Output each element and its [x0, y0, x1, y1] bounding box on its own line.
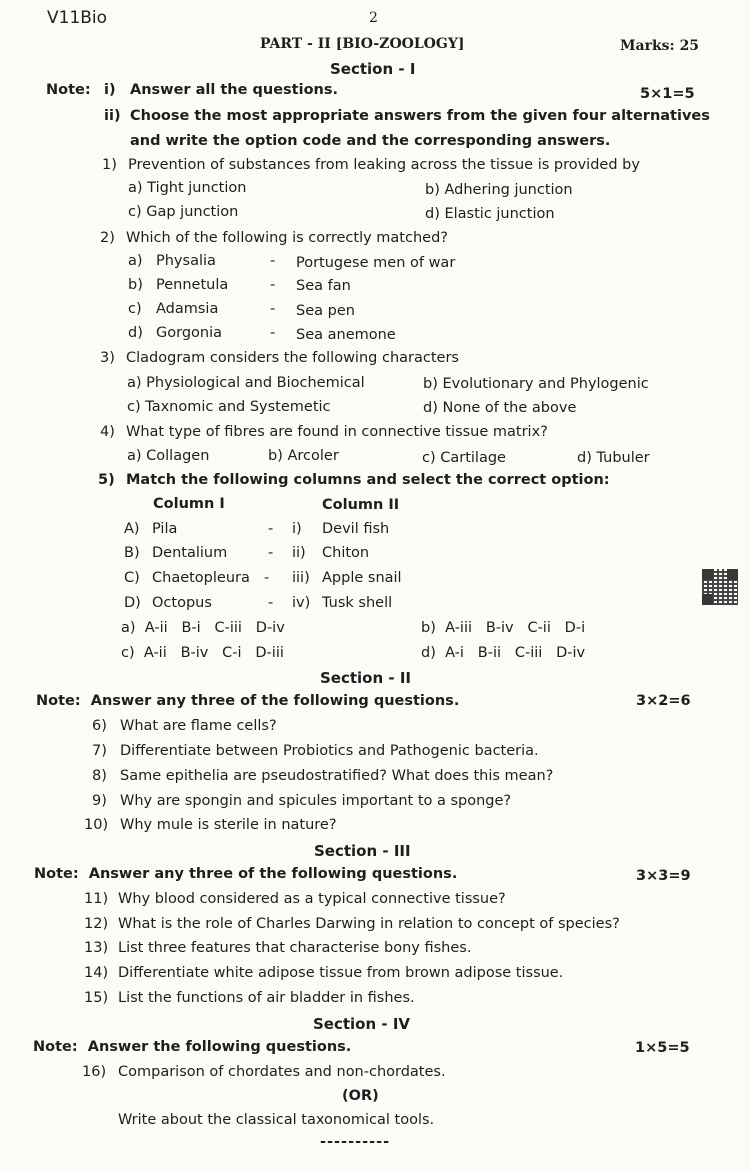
- q4-text: What type of fibres are found in connective tissue matrix?: [126, 424, 548, 440]
- q2-row-dash: -: [270, 253, 276, 269]
- q5-row-dash: -: [268, 521, 274, 537]
- q2-row-opt: b): [128, 277, 143, 293]
- q5-row-left: Chaetopleura: [152, 570, 250, 586]
- note-1-number: i): [104, 82, 116, 98]
- q14-number: 14): [84, 965, 109, 981]
- q12-text: What is the role of Charles Darwing in relation to concept of species?: [118, 916, 620, 932]
- q15-text: List the functions of air bladder in fishes.: [118, 990, 415, 1006]
- q5-number: 5): [98, 472, 115, 488]
- q5-row-roman: i): [292, 521, 302, 537]
- q3-text: Cladogram considers the following characters: [126, 350, 459, 366]
- q9-text: Why are spongin and spicules important to a sponge?: [120, 793, 512, 809]
- q5-row-letter: B): [124, 545, 140, 561]
- note-1-text: Answer all the questions.: [130, 82, 339, 98]
- q16-alternative: Write about the classical taxonomical tools.: [118, 1112, 435, 1128]
- q1-option-c: c) Gap junction: [128, 204, 239, 220]
- q5-option-c: c) A-ii B-iv C-i D-iii: [121, 645, 284, 661]
- q2-row-dash: -: [270, 325, 276, 341]
- section-1-title: Section - I: [330, 60, 416, 78]
- q6-text: What are flame cells?: [120, 718, 277, 734]
- q1-option-d: d) Elastic junction: [425, 206, 555, 222]
- page-number: 2: [369, 10, 378, 26]
- q2-row-opt: d): [128, 325, 143, 341]
- section-3-note: Note: Answer any three of the following questions.: [34, 866, 458, 882]
- q6-number: 6): [92, 718, 107, 734]
- q2-row-right: Sea anemone: [296, 327, 396, 343]
- section-3-title: Section - III: [314, 842, 411, 860]
- part-title: PART - II [BIO-ZOOLOGY]: [260, 36, 465, 52]
- section-2-marks: 3×2=6: [636, 693, 691, 709]
- note-2-line-1: Choose the most appropriate answers from the given four alternatives: [130, 108, 710, 124]
- q2-row-dash: -: [270, 301, 276, 317]
- note-2-number: ii): [104, 108, 121, 124]
- q4-number: 4): [100, 424, 115, 440]
- q5-option-b: b) A-iii B-iv C-ii D-i: [421, 620, 586, 636]
- q14-text: Differentiate white adipose tissue from brown adipose tissue.: [118, 965, 564, 981]
- q5-row-dash: -: [268, 595, 274, 611]
- q2-row-opt: a): [128, 253, 143, 269]
- section-4-marks: 1×5=5: [635, 1040, 690, 1056]
- section-1-note-label: Note:: [46, 82, 91, 98]
- qr-code-icon: [702, 569, 738, 605]
- q11-number: 11): [84, 891, 109, 907]
- section-1-marks: 5×1=5: [640, 86, 695, 102]
- q2-row-left: Adamsia: [156, 301, 219, 317]
- q4-option-a: a) Collagen: [127, 448, 210, 464]
- q5-row-roman: ii): [292, 545, 306, 561]
- section-2-note: Note: Answer any three of the following questions.: [36, 693, 460, 709]
- q10-text: Why mule is sterile in nature?: [120, 817, 337, 833]
- q1-option-b: b) Adhering junction: [425, 182, 573, 198]
- section-4-title: Section - IV: [313, 1015, 411, 1033]
- q5-row-right: Apple snail: [322, 570, 402, 586]
- marks-total: Marks: 25: [620, 38, 700, 54]
- q2-row-right: Portugese men of war: [296, 255, 456, 271]
- q9-number: 9): [92, 793, 107, 809]
- q5-text: Match the following columns and select the correct option:: [126, 472, 610, 488]
- q8-text: Same epithelia are pseudostratified? What does this mean?: [120, 768, 554, 784]
- q8-number: 8): [92, 768, 107, 784]
- q4-option-d: d) Tubuler: [577, 450, 650, 466]
- q1-text: Prevention of substances from leaking across the tissue is provided by: [128, 157, 640, 173]
- q3-option-b: b) Evolutionary and Phylogenic: [423, 376, 649, 392]
- q5-row-right: Devil fish: [322, 521, 390, 537]
- section-3-marks: 3×3=9: [636, 868, 691, 884]
- q13-number: 13): [84, 940, 109, 956]
- end-dashes: ----------: [320, 1134, 391, 1150]
- q5-option-a: a) A-ii B-i C-iii D-iv: [121, 620, 285, 636]
- q5-option-d: d) A-i B-ii C-iii D-iv: [421, 645, 586, 661]
- q7-number: 7): [92, 743, 107, 759]
- section-2-title: Section - II: [320, 669, 411, 687]
- q5-row-letter: D): [124, 595, 141, 611]
- q2-text: Which of the following is correctly matched?: [126, 230, 448, 246]
- q1-number: 1): [102, 157, 117, 173]
- q3-option-c: c) Taxnomic and Systemetic: [127, 399, 331, 415]
- q5-column-2-header: Column II: [322, 497, 400, 513]
- q15-number: 15): [84, 990, 109, 1006]
- q5-row-left: Dentalium: [152, 545, 228, 561]
- q1-option-a: a) Tight junction: [128, 180, 247, 196]
- q5-row-roman: iv): [292, 595, 311, 611]
- q5-row-dash: -: [264, 570, 270, 586]
- q3-option-d: d) None of the above: [423, 400, 577, 416]
- q2-row-left: Pennetula: [156, 277, 229, 293]
- q5-row-right: Chiton: [322, 545, 370, 561]
- q7-text: Differentiate between Probiotics and Pathogenic bacteria.: [120, 743, 539, 759]
- q5-row-left: Pila: [152, 521, 178, 537]
- q10-number: 10): [84, 817, 109, 833]
- q2-row-opt: c): [128, 301, 142, 317]
- q16-number: 16): [82, 1064, 107, 1080]
- q4-option-b: b) Arcoler: [268, 448, 339, 464]
- q12-number: 12): [84, 916, 109, 932]
- q3-number: 3): [100, 350, 115, 366]
- q2-row-left: Gorgonia: [156, 325, 222, 341]
- q11-text: Why blood considered as a typical connective tissue?: [118, 891, 506, 907]
- q2-row-right: Sea pen: [296, 303, 355, 319]
- q2-row-left: Physalia: [156, 253, 216, 269]
- q5-row-left: Octopus: [152, 595, 212, 611]
- q5-column-1-header: Column I: [153, 496, 225, 512]
- q2-row-right: Sea fan: [296, 278, 351, 294]
- q4-option-c: c) Cartilage: [422, 450, 506, 466]
- section-4-note: Note: Answer the following questions.: [33, 1039, 352, 1055]
- q2-row-dash: -: [270, 277, 276, 293]
- note-2-line-2: and write the option code and the corresponding answers.: [130, 133, 611, 149]
- q5-row-dash: -: [268, 545, 274, 561]
- q5-row-letter: C): [124, 570, 140, 586]
- q5-row-letter: A): [124, 521, 140, 537]
- paper-code: V11Bio: [47, 8, 108, 28]
- q16-text: Comparison of chordates and non-chordates.: [118, 1064, 446, 1080]
- q5-row-right: Tusk shell: [322, 595, 393, 611]
- or-separator: (OR): [342, 1088, 379, 1104]
- q13-text: List three features that characterise bony fishes.: [118, 940, 472, 956]
- q2-number: 2): [100, 230, 115, 246]
- q3-option-a: a) Physiological and Biochemical: [127, 375, 365, 391]
- q5-row-roman: iii): [292, 570, 310, 586]
